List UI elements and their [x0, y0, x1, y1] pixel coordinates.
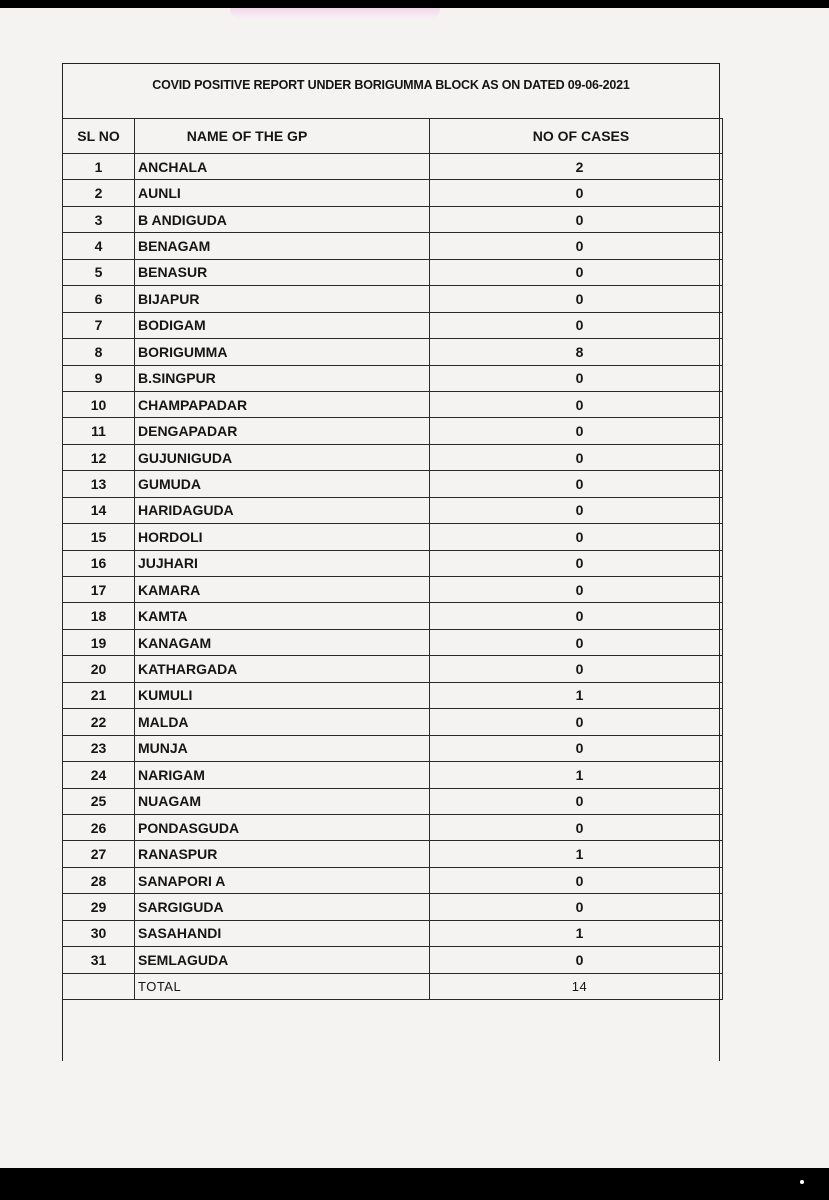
table-row	[63, 206, 723, 232]
row-gp-name: HORDOLI	[135, 524, 430, 550]
row-gp-name: GUMUDA	[135, 471, 430, 497]
covid-report-table	[62, 118, 723, 1000]
table-row	[63, 259, 723, 285]
row-sl-no: 31	[63, 947, 135, 973]
row-case-count: 0	[430, 418, 723, 444]
row-gp-name: KUMULI	[135, 682, 430, 708]
row-gp-name: RANASPUR	[135, 841, 430, 867]
screen-dot	[800, 1180, 804, 1184]
document-page	[0, 8, 829, 1168]
table-row	[63, 339, 723, 365]
row-sl-no: 21	[63, 682, 135, 708]
row-case-count: 0	[430, 894, 723, 920]
row-case-count: 1	[430, 682, 723, 708]
row-sl-no: 10	[63, 391, 135, 417]
row-gp-name: KATHARGADA	[135, 656, 430, 682]
row-gp-name: KANAGAM	[135, 629, 430, 655]
row-gp-name: NUAGAM	[135, 788, 430, 814]
table-row	[63, 391, 723, 417]
row-case-count: 2	[430, 154, 723, 180]
row-gp-name: NARIGAM	[135, 762, 430, 788]
table-row	[63, 471, 723, 497]
row-gp-name: BODIGAM	[135, 312, 430, 338]
row-case-count: 0	[430, 788, 723, 814]
row-gp-name: ANCHALA	[135, 154, 430, 180]
row-case-count: 0	[430, 312, 723, 338]
row-gp-name: BENASUR	[135, 259, 430, 285]
table-header-row	[63, 119, 723, 154]
row-case-count: 0	[430, 391, 723, 417]
table-row	[63, 418, 723, 444]
row-case-count: 0	[430, 577, 723, 603]
row-sl-no: 19	[63, 629, 135, 655]
row-case-count: 0	[430, 603, 723, 629]
table-row	[63, 841, 723, 867]
row-case-count: 0	[430, 867, 723, 893]
row-sl-no: 3	[63, 206, 135, 232]
row-sl-no: 25	[63, 788, 135, 814]
row-gp-name: PONDASGUDA	[135, 814, 430, 840]
row-sl-no: 24	[63, 762, 135, 788]
table-row	[63, 762, 723, 788]
row-sl-no: 17	[63, 577, 135, 603]
row-case-count: 0	[430, 444, 723, 470]
row-case-count: 0	[430, 550, 723, 576]
table-body	[63, 154, 723, 1000]
row-gp-name: JUJHARI	[135, 550, 430, 576]
table-row	[63, 947, 723, 973]
row-sl-no: 23	[63, 735, 135, 761]
row-sl-no: 20	[63, 656, 135, 682]
table-row	[63, 233, 723, 259]
row-sl-no: 28	[63, 867, 135, 893]
row-sl-no: 18	[63, 603, 135, 629]
row-gp-name: KAMTA	[135, 603, 430, 629]
table-row	[63, 788, 723, 814]
table-row	[63, 709, 723, 735]
table-row	[63, 577, 723, 603]
row-sl-no: 13	[63, 471, 135, 497]
table-row	[63, 286, 723, 312]
row-case-count: 0	[430, 180, 723, 206]
row-case-count: 1	[430, 841, 723, 867]
row-sl-no: 1	[63, 154, 135, 180]
table-row	[63, 154, 723, 180]
table-row	[63, 656, 723, 682]
table-row	[63, 550, 723, 576]
report-title: COVID POSITIVE REPORT UNDER BORIGUMMA BLOCK AS ON DATED 09-06-2021	[152, 78, 630, 92]
row-gp-name: B.SINGPUR	[135, 365, 430, 391]
row-case-count: 0	[430, 656, 723, 682]
table-row	[63, 603, 723, 629]
row-gp-name: GUJUNIGUDA	[135, 444, 430, 470]
row-gp-name: B ANDIGUDA	[135, 206, 430, 232]
row-case-count: 0	[430, 365, 723, 391]
row-sl-no: 9	[63, 365, 135, 391]
row-sl-no: 30	[63, 920, 135, 946]
table-row	[63, 180, 723, 206]
table-row	[63, 629, 723, 655]
row-sl-no: 22	[63, 709, 135, 735]
row-sl-no: 11	[63, 418, 135, 444]
row-gp-name: BENAGAM	[135, 233, 430, 259]
row-case-count: 0	[430, 629, 723, 655]
table-row	[63, 497, 723, 523]
row-sl-no: 14	[63, 497, 135, 523]
table-row	[63, 682, 723, 708]
row-sl-no: 27	[63, 841, 135, 867]
row-case-count: 0	[430, 524, 723, 550]
row-case-count: 0	[430, 947, 723, 973]
row-sl-no: 12	[63, 444, 135, 470]
row-sl-no: 26	[63, 814, 135, 840]
row-case-count: 0	[430, 497, 723, 523]
row-gp-name: SEMLAGUDA	[135, 947, 430, 973]
row-gp-name: SASAHANDI	[135, 920, 430, 946]
row-case-count: 0	[430, 206, 723, 232]
row-case-count: 0	[430, 233, 723, 259]
table-row	[63, 735, 723, 761]
table-row	[63, 312, 723, 338]
row-gp-name: DENGAPADAR	[135, 418, 430, 444]
row-sl-no: 8	[63, 339, 135, 365]
table-row	[63, 894, 723, 920]
table-row	[63, 365, 723, 391]
row-sl-no: 7	[63, 312, 135, 338]
row-sl-no: 29	[63, 894, 135, 920]
table-row	[63, 867, 723, 893]
row-gp-name: SANAPORI A	[135, 867, 430, 893]
table-row	[63, 444, 723, 470]
header-sl-no: SL NO	[63, 119, 135, 154]
header-no-of-cases: NO OF CASES	[430, 119, 723, 154]
row-case-count: 0	[430, 471, 723, 497]
total-row	[63, 973, 723, 999]
row-sl-no: 15	[63, 524, 135, 550]
row-sl-no: 4	[63, 233, 135, 259]
row-gp-name: SARGIGUDA	[135, 894, 430, 920]
total-label: TOTAL	[135, 973, 430, 999]
row-case-count: 0	[430, 709, 723, 735]
row-sl-no: 6	[63, 286, 135, 312]
row-case-count: 1	[430, 920, 723, 946]
row-gp-name: HARIDAGUDA	[135, 497, 430, 523]
row-sl-no: 16	[63, 550, 135, 576]
total-sl-cell	[63, 973, 135, 999]
total-case-count: 14	[430, 973, 723, 999]
table-row	[63, 814, 723, 840]
row-gp-name: MUNJA	[135, 735, 430, 761]
row-case-count: 0	[430, 286, 723, 312]
row-gp-name: CHAMPAPADAR	[135, 391, 430, 417]
row-case-count: 0	[430, 259, 723, 285]
row-gp-name: KAMARA	[135, 577, 430, 603]
row-case-count: 1	[430, 762, 723, 788]
table-row	[63, 920, 723, 946]
row-sl-no: 2	[63, 180, 135, 206]
row-case-count: 8	[430, 339, 723, 365]
row-case-count: 0	[430, 735, 723, 761]
table-row	[63, 524, 723, 550]
header-gp-name: NAME OF THE GP	[135, 119, 430, 154]
row-case-count: 0	[430, 814, 723, 840]
row-sl-no: 5	[63, 259, 135, 285]
row-gp-name: MALDA	[135, 709, 430, 735]
page-edge-mark	[230, 8, 440, 20]
row-gp-name: AUNLI	[135, 180, 430, 206]
row-gp-name: BIJAPUR	[135, 286, 430, 312]
row-gp-name: BORIGUMMA	[135, 339, 430, 365]
